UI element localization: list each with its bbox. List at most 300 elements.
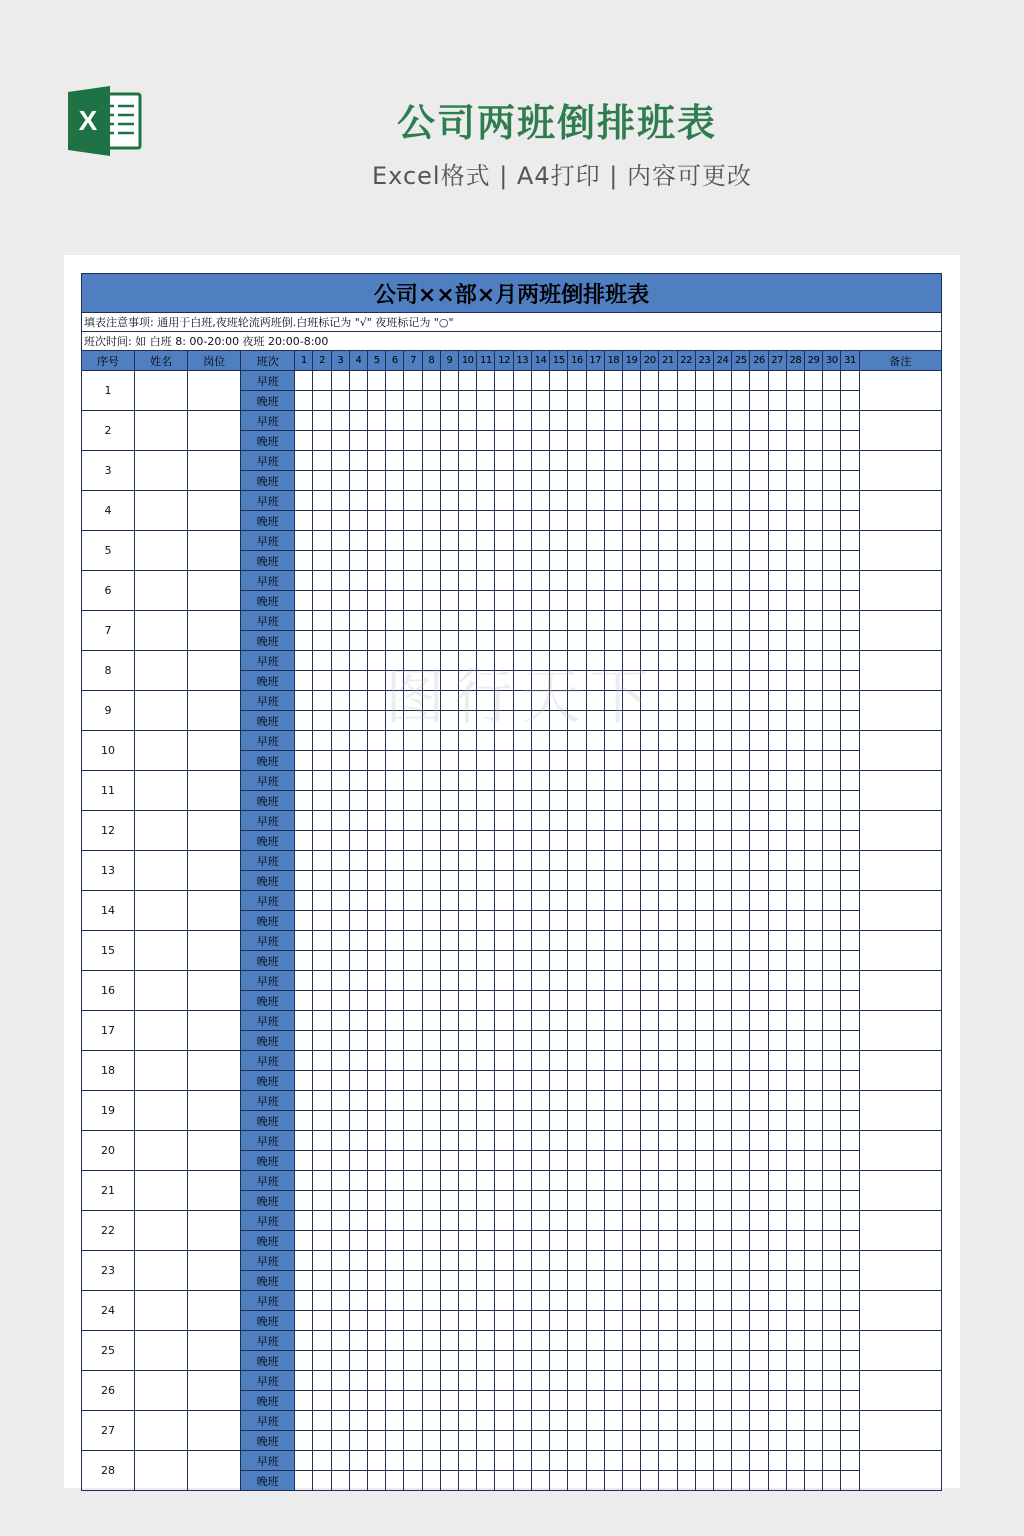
day-cell[interactable] — [349, 1031, 367, 1051]
name-cell[interactable] — [135, 771, 188, 811]
day-cell[interactable] — [531, 591, 549, 611]
day-cell[interactable] — [313, 1471, 331, 1491]
day-cell[interactable] — [368, 971, 386, 991]
day-cell[interactable] — [531, 1191, 549, 1211]
day-cell[interactable] — [677, 431, 695, 451]
day-cell[interactable] — [495, 1171, 513, 1191]
day-cell[interactable] — [386, 1331, 404, 1351]
day-cell[interactable] — [659, 1391, 677, 1411]
day-cell[interactable] — [368, 531, 386, 551]
day-cell[interactable] — [604, 1091, 622, 1111]
day-cell[interactable] — [513, 1171, 531, 1191]
day-cell[interactable] — [477, 551, 495, 571]
day-cell[interactable] — [495, 371, 513, 391]
day-cell[interactable] — [768, 1451, 786, 1471]
day-cell[interactable] — [568, 731, 586, 751]
day-cell[interactable] — [677, 831, 695, 851]
day-cell[interactable] — [513, 1291, 531, 1311]
day-cell[interactable] — [568, 991, 586, 1011]
day-cell[interactable] — [568, 1411, 586, 1431]
day-cell[interactable] — [823, 1331, 841, 1351]
day-cell[interactable] — [750, 1251, 768, 1271]
day-cell[interactable] — [604, 951, 622, 971]
day-cell[interactable] — [786, 571, 804, 591]
name-cell[interactable] — [135, 1291, 188, 1331]
day-cell[interactable] — [768, 451, 786, 471]
day-cell[interactable] — [677, 1431, 695, 1451]
day-cell[interactable] — [550, 971, 568, 991]
day-cell[interactable] — [568, 1071, 586, 1091]
day-cell[interactable] — [459, 1151, 477, 1171]
day-cell[interactable] — [495, 1031, 513, 1051]
day-cell[interactable] — [349, 1171, 367, 1191]
day-cell[interactable] — [404, 1391, 422, 1411]
day-cell[interactable] — [331, 851, 349, 871]
day-cell[interactable] — [550, 1291, 568, 1311]
day-cell[interactable] — [495, 571, 513, 591]
day-cell[interactable] — [641, 571, 659, 591]
day-cell[interactable] — [750, 631, 768, 651]
day-cell[interactable] — [713, 731, 731, 751]
day-cell[interactable] — [641, 1111, 659, 1131]
day-cell[interactable] — [786, 1051, 804, 1071]
day-cell[interactable] — [823, 1271, 841, 1291]
day-cell[interactable] — [477, 431, 495, 451]
day-cell[interactable] — [641, 511, 659, 531]
day-cell[interactable] — [368, 1011, 386, 1031]
post-cell[interactable] — [188, 451, 241, 491]
day-cell[interactable] — [659, 1171, 677, 1191]
day-cell[interactable] — [586, 611, 604, 631]
day-cell[interactable] — [622, 991, 640, 1011]
day-cell[interactable] — [732, 911, 750, 931]
day-cell[interactable] — [586, 1091, 604, 1111]
day-cell[interactable] — [459, 431, 477, 451]
day-cell[interactable] — [732, 1071, 750, 1091]
day-cell[interactable] — [568, 371, 586, 391]
day-cell[interactable] — [386, 651, 404, 671]
day-cell[interactable] — [823, 531, 841, 551]
day-cell[interactable] — [459, 1331, 477, 1351]
day-cell[interactable] — [750, 591, 768, 611]
day-cell[interactable] — [349, 1231, 367, 1251]
day-cell[interactable] — [586, 1431, 604, 1451]
remarks-cell[interactable] — [859, 931, 941, 971]
post-cell[interactable] — [188, 731, 241, 771]
day-cell[interactable] — [695, 511, 713, 531]
day-cell[interactable] — [823, 711, 841, 731]
name-cell[interactable] — [135, 411, 188, 451]
day-cell[interactable] — [586, 511, 604, 531]
day-cell[interactable] — [804, 1391, 822, 1411]
day-cell[interactable] — [804, 1111, 822, 1131]
day-cell[interactable] — [604, 371, 622, 391]
day-cell[interactable] — [313, 1171, 331, 1191]
day-cell[interactable] — [677, 451, 695, 471]
day-cell[interactable] — [459, 691, 477, 711]
day-cell[interactable] — [659, 411, 677, 431]
post-cell[interactable] — [188, 971, 241, 1011]
day-cell[interactable] — [386, 1471, 404, 1491]
day-cell[interactable] — [786, 691, 804, 711]
day-cell[interactable] — [459, 1431, 477, 1451]
day-cell[interactable] — [422, 831, 440, 851]
day-cell[interactable] — [622, 391, 640, 411]
day-cell[interactable] — [295, 1391, 313, 1411]
day-cell[interactable] — [404, 1171, 422, 1191]
day-cell[interactable] — [568, 951, 586, 971]
day-cell[interactable] — [477, 851, 495, 871]
day-cell[interactable] — [331, 1171, 349, 1191]
day-cell[interactable] — [495, 1471, 513, 1491]
day-cell[interactable] — [313, 971, 331, 991]
day-cell[interactable] — [695, 731, 713, 751]
day-cell[interactable] — [586, 1031, 604, 1051]
day-cell[interactable] — [404, 1111, 422, 1131]
day-cell[interactable] — [695, 371, 713, 391]
remarks-cell[interactable] — [859, 451, 941, 491]
day-cell[interactable] — [331, 1151, 349, 1171]
day-cell[interactable] — [440, 771, 458, 791]
day-cell[interactable] — [513, 491, 531, 511]
day-cell[interactable] — [531, 1071, 549, 1091]
day-cell[interactable] — [477, 1011, 495, 1031]
day-cell[interactable] — [331, 491, 349, 511]
day-cell[interactable] — [713, 1471, 731, 1491]
day-cell[interactable] — [368, 551, 386, 571]
day-cell[interactable] — [841, 1191, 859, 1211]
day-cell[interactable] — [786, 1331, 804, 1351]
day-cell[interactable] — [732, 1391, 750, 1411]
day-cell[interactable] — [713, 1291, 731, 1311]
day-cell[interactable] — [695, 871, 713, 891]
day-cell[interactable] — [386, 811, 404, 831]
day-cell[interactable] — [641, 1311, 659, 1331]
day-cell[interactable] — [422, 971, 440, 991]
day-cell[interactable] — [404, 531, 422, 551]
day-cell[interactable] — [422, 1271, 440, 1291]
day-cell[interactable] — [804, 1151, 822, 1171]
day-cell[interactable] — [386, 831, 404, 851]
day-cell[interactable] — [331, 691, 349, 711]
day-cell[interactable] — [495, 951, 513, 971]
day-cell[interactable] — [695, 431, 713, 451]
day-cell[interactable] — [550, 1231, 568, 1251]
day-cell[interactable] — [349, 1331, 367, 1351]
day-cell[interactable] — [313, 551, 331, 571]
day-cell[interactable] — [659, 671, 677, 691]
day-cell[interactable] — [713, 651, 731, 671]
day-cell[interactable] — [841, 451, 859, 471]
day-cell[interactable] — [695, 1311, 713, 1331]
day-cell[interactable] — [768, 1431, 786, 1451]
day-cell[interactable] — [349, 471, 367, 491]
day-cell[interactable] — [422, 1231, 440, 1251]
remarks-cell[interactable] — [859, 1131, 941, 1171]
day-cell[interactable] — [677, 371, 695, 391]
day-cell[interactable] — [386, 931, 404, 951]
day-cell[interactable] — [768, 1131, 786, 1151]
day-cell[interactable] — [477, 451, 495, 471]
day-cell[interactable] — [841, 851, 859, 871]
day-cell[interactable] — [404, 971, 422, 991]
day-cell[interactable] — [513, 711, 531, 731]
day-cell[interactable] — [695, 551, 713, 571]
day-cell[interactable] — [768, 1471, 786, 1491]
day-cell[interactable] — [349, 491, 367, 511]
day-cell[interactable] — [713, 371, 731, 391]
day-cell[interactable] — [531, 471, 549, 491]
day-cell[interactable] — [550, 1371, 568, 1391]
post-cell[interactable] — [188, 1371, 241, 1411]
day-cell[interactable] — [550, 1451, 568, 1471]
day-cell[interactable] — [732, 571, 750, 591]
post-cell[interactable] — [188, 651, 241, 691]
day-cell[interactable] — [513, 431, 531, 451]
day-cell[interactable] — [713, 1011, 731, 1031]
day-cell[interactable] — [804, 851, 822, 871]
day-cell[interactable] — [659, 1031, 677, 1051]
day-cell[interactable] — [331, 1431, 349, 1451]
day-cell[interactable] — [622, 1411, 640, 1431]
day-cell[interactable] — [568, 791, 586, 811]
day-cell[interactable] — [404, 451, 422, 471]
day-cell[interactable] — [732, 1251, 750, 1271]
day-cell[interactable] — [386, 511, 404, 531]
day-cell[interactable] — [622, 1291, 640, 1311]
remarks-cell[interactable] — [859, 1211, 941, 1251]
day-cell[interactable] — [786, 1391, 804, 1411]
day-cell[interactable] — [804, 611, 822, 631]
day-cell[interactable] — [513, 1111, 531, 1131]
day-cell[interactable] — [404, 1331, 422, 1351]
day-cell[interactable] — [422, 1291, 440, 1311]
day-cell[interactable] — [295, 1251, 313, 1271]
day-cell[interactable] — [659, 851, 677, 871]
day-cell[interactable] — [659, 931, 677, 951]
day-cell[interactable] — [750, 1291, 768, 1311]
day-cell[interactable] — [568, 931, 586, 951]
day-cell[interactable] — [841, 971, 859, 991]
day-cell[interactable] — [495, 531, 513, 551]
day-cell[interactable] — [768, 511, 786, 531]
day-cell[interactable] — [841, 771, 859, 791]
day-cell[interactable] — [568, 1111, 586, 1131]
day-cell[interactable] — [349, 551, 367, 571]
day-cell[interactable] — [641, 931, 659, 951]
day-cell[interactable] — [386, 431, 404, 451]
day-cell[interactable] — [586, 791, 604, 811]
day-cell[interactable] — [732, 1151, 750, 1171]
day-cell[interactable] — [823, 731, 841, 751]
day-cell[interactable] — [804, 1251, 822, 1271]
day-cell[interactable] — [495, 1151, 513, 1171]
day-cell[interactable] — [713, 1431, 731, 1451]
day-cell[interactable] — [750, 1151, 768, 1171]
day-cell[interactable] — [349, 1011, 367, 1031]
day-cell[interactable] — [513, 791, 531, 811]
day-cell[interactable] — [677, 591, 695, 611]
day-cell[interactable] — [713, 771, 731, 791]
day-cell[interactable] — [313, 771, 331, 791]
day-cell[interactable] — [786, 1411, 804, 1431]
remarks-cell[interactable] — [859, 611, 941, 651]
day-cell[interactable] — [513, 591, 531, 611]
day-cell[interactable] — [604, 771, 622, 791]
day-cell[interactable] — [477, 591, 495, 611]
day-cell[interactable] — [768, 431, 786, 451]
day-cell[interactable] — [677, 1151, 695, 1171]
day-cell[interactable] — [331, 1451, 349, 1471]
day-cell[interactable] — [804, 631, 822, 651]
day-cell[interactable] — [331, 451, 349, 471]
day-cell[interactable] — [622, 711, 640, 731]
day-cell[interactable] — [313, 1051, 331, 1071]
day-cell[interactable] — [349, 1371, 367, 1391]
day-cell[interactable] — [459, 1291, 477, 1311]
day-cell[interactable] — [659, 611, 677, 631]
day-cell[interactable] — [659, 911, 677, 931]
day-cell[interactable] — [440, 911, 458, 931]
day-cell[interactable] — [786, 931, 804, 951]
day-cell[interactable] — [804, 1231, 822, 1251]
remarks-cell[interactable] — [859, 371, 941, 411]
day-cell[interactable] — [550, 531, 568, 551]
day-cell[interactable] — [495, 631, 513, 651]
day-cell[interactable] — [513, 571, 531, 591]
day-cell[interactable] — [477, 671, 495, 691]
day-cell[interactable] — [823, 1311, 841, 1331]
day-cell[interactable] — [713, 1411, 731, 1431]
day-cell[interactable] — [713, 911, 731, 931]
day-cell[interactable] — [459, 751, 477, 771]
day-cell[interactable] — [313, 1431, 331, 1451]
day-cell[interactable] — [823, 1031, 841, 1051]
day-cell[interactable] — [622, 891, 640, 911]
day-cell[interactable] — [732, 991, 750, 1011]
day-cell[interactable] — [440, 1451, 458, 1471]
day-cell[interactable] — [459, 631, 477, 651]
day-cell[interactable] — [768, 371, 786, 391]
day-cell[interactable] — [804, 1131, 822, 1151]
day-cell[interactable] — [313, 711, 331, 731]
day-cell[interactable] — [422, 751, 440, 771]
day-cell[interactable] — [604, 1111, 622, 1131]
day-cell[interactable] — [732, 651, 750, 671]
day-cell[interactable] — [786, 1151, 804, 1171]
day-cell[interactable] — [659, 391, 677, 411]
day-cell[interactable] — [732, 551, 750, 571]
day-cell[interactable] — [459, 971, 477, 991]
day-cell[interactable] — [622, 1371, 640, 1391]
day-cell[interactable] — [677, 1211, 695, 1231]
day-cell[interactable] — [641, 1331, 659, 1351]
day-cell[interactable] — [295, 631, 313, 651]
day-cell[interactable] — [331, 971, 349, 991]
day-cell[interactable] — [386, 671, 404, 691]
day-cell[interactable] — [604, 1031, 622, 1051]
day-cell[interactable] — [768, 1251, 786, 1271]
day-cell[interactable] — [586, 371, 604, 391]
day-cell[interactable] — [331, 711, 349, 731]
day-cell[interactable] — [641, 951, 659, 971]
day-cell[interactable] — [823, 1471, 841, 1491]
day-cell[interactable] — [295, 1171, 313, 1191]
day-cell[interactable] — [804, 831, 822, 851]
day-cell[interactable] — [732, 1171, 750, 1191]
day-cell[interactable] — [786, 511, 804, 531]
day-cell[interactable] — [804, 1211, 822, 1231]
day-cell[interactable] — [841, 1131, 859, 1151]
day-cell[interactable] — [495, 891, 513, 911]
day-cell[interactable] — [786, 851, 804, 871]
day-cell[interactable] — [422, 1091, 440, 1111]
day-cell[interactable] — [404, 1071, 422, 1091]
day-cell[interactable] — [477, 391, 495, 411]
day-cell[interactable] — [404, 411, 422, 431]
day-cell[interactable] — [677, 511, 695, 531]
day-cell[interactable] — [459, 1251, 477, 1271]
day-cell[interactable] — [440, 431, 458, 451]
day-cell[interactable] — [823, 1171, 841, 1191]
day-cell[interactable] — [550, 751, 568, 771]
day-cell[interactable] — [568, 1171, 586, 1191]
day-cell[interactable] — [695, 671, 713, 691]
name-cell[interactable] — [135, 1051, 188, 1091]
day-cell[interactable] — [386, 1051, 404, 1071]
name-cell[interactable] — [135, 1411, 188, 1451]
day-cell[interactable] — [786, 911, 804, 931]
day-cell[interactable] — [349, 991, 367, 1011]
day-cell[interactable] — [295, 371, 313, 391]
day-cell[interactable] — [586, 691, 604, 711]
day-cell[interactable] — [768, 1391, 786, 1411]
day-cell[interactable] — [823, 911, 841, 931]
day-cell[interactable] — [313, 891, 331, 911]
day-cell[interactable] — [349, 1391, 367, 1411]
day-cell[interactable] — [404, 911, 422, 931]
day-cell[interactable] — [313, 1331, 331, 1351]
day-cell[interactable] — [750, 991, 768, 1011]
day-cell[interactable] — [295, 1051, 313, 1071]
day-cell[interactable] — [495, 1111, 513, 1131]
day-cell[interactable] — [732, 1131, 750, 1151]
day-cell[interactable] — [386, 871, 404, 891]
day-cell[interactable] — [550, 771, 568, 791]
day-cell[interactable] — [786, 1311, 804, 1331]
day-cell[interactable] — [349, 951, 367, 971]
day-cell[interactable] — [823, 951, 841, 971]
day-cell[interactable] — [386, 951, 404, 971]
day-cell[interactable] — [368, 751, 386, 771]
day-cell[interactable] — [604, 471, 622, 491]
day-cell[interactable] — [804, 1411, 822, 1431]
day-cell[interactable] — [713, 871, 731, 891]
day-cell[interactable] — [713, 1331, 731, 1351]
name-cell[interactable] — [135, 1131, 188, 1171]
day-cell[interactable] — [495, 871, 513, 891]
day-cell[interactable] — [823, 591, 841, 611]
day-cell[interactable] — [768, 1151, 786, 1171]
day-cell[interactable] — [677, 1331, 695, 1351]
day-cell[interactable] — [513, 471, 531, 491]
day-cell[interactable] — [768, 411, 786, 431]
day-cell[interactable] — [331, 511, 349, 531]
day-cell[interactable] — [368, 1371, 386, 1391]
day-cell[interactable] — [386, 1191, 404, 1211]
day-cell[interactable] — [750, 871, 768, 891]
day-cell[interactable] — [804, 511, 822, 531]
